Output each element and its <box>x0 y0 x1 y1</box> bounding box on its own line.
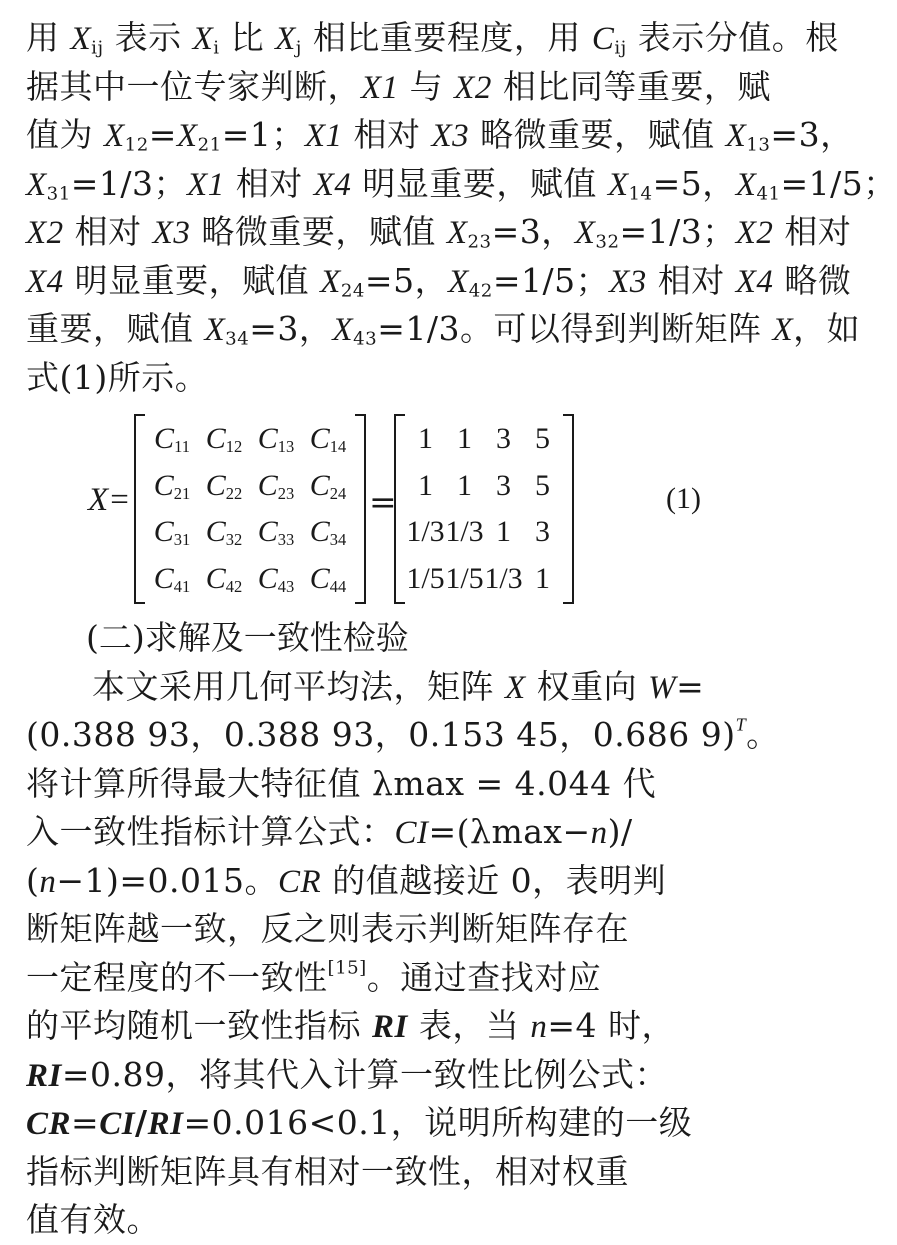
matrix-value: 1/3 <box>484 561 523 595</box>
left-bracket <box>134 414 145 604</box>
matrix-value: 1/3 <box>406 515 445 549</box>
text-line: X4 明显重要，赋值 $X_{24}=5$，$X_{42}=1/5$；X3 相对 X4 略微 <box>26 260 852 302</box>
matrix-cell: $C_{32}$ <box>205 515 243 550</box>
right-bracket <box>355 414 366 604</box>
matrix-cell: $C_{11}$ <box>154 422 190 457</box>
matrix-cell: $C_{44}$ <box>309 561 347 596</box>
matrix-cell: $C_{31}$ <box>153 515 191 550</box>
matrix-symbolic <box>134 414 366 604</box>
matrix-value: 1 <box>418 468 433 502</box>
matrix-value: 3 <box>496 468 511 502</box>
text-line: 式(1)所示。 <box>26 357 209 397</box>
text-line: 入一致性指标计算公式：CI=(λmax−n)/ <box>26 812 633 851</box>
matrix-cell: $C_{34}$ <box>309 515 347 550</box>
text-line: 将计算所得最大特征值 λmax = 4.044 代 <box>26 763 657 803</box>
text-line: 用 $X_{ij}$ 表示 $X_i$ 比 $X_j$ 相比重要程度，用 $C_{ij}$ 表示分值。根 <box>26 18 839 59</box>
matrix-cell: $C_{43}$ <box>257 561 295 596</box>
matrix-value: 1 <box>418 422 433 456</box>
text-line: 一定程度的不一致性[15]。通过查找对应 <box>26 957 602 997</box>
paragraph-pairwise-comparison <box>26 14 897 402</box>
matrix-cell: $C_{23}$ <box>257 468 295 503</box>
matrix-cell: $C_{13}$ <box>257 422 295 457</box>
text-line: (0.388 93，0.388 93，0.153 45，0.686 9)$^T$。 <box>26 714 780 754</box>
matrix-value: 1/5 <box>445 561 484 595</box>
text-line: 据其中一位专家判断，X1 与 X2 相比同等重要，赋 <box>26 66 771 106</box>
left-bracket <box>394 414 405 604</box>
matrix-cell: $C_{22}$ <box>205 468 243 503</box>
matrix-value: 1/5 <box>406 561 445 595</box>
right-bracket <box>563 414 574 604</box>
text-line: 的平均随机一致性指标 RI 表，当 n=4 时， <box>26 1006 675 1045</box>
equation-judgment-matrix <box>26 404 738 614</box>
matrix-values <box>394 414 574 604</box>
matrix-value: 1 <box>457 468 472 502</box>
document-page <box>26 14 897 1245</box>
citation-ref: [15] <box>327 957 367 979</box>
equation-lhs: X= <box>88 482 131 518</box>
text-line: 本文采用几何平均法，矩阵 X 权重向 W= <box>92 666 705 706</box>
matrix-value: 1/3 <box>445 515 484 549</box>
matrix-cell: $C_{12}$ <box>205 422 243 457</box>
text-line: 值为 $X_{12}=X_{21}=1$；X1 相对 X3 略微重要，赋值 $X_{13}=3$， <box>26 115 854 156</box>
matrix-value: 5 <box>535 468 550 502</box>
matrix-cell: $C_{14}$ <box>309 422 347 457</box>
paragraph-solution <box>26 663 780 1245</box>
text-line: (n−1)=0.015。CR 的值越接近 0，表明判 <box>26 860 667 900</box>
matrix-cell: $C_{21}$ <box>153 468 191 503</box>
matrix-value: 1 <box>457 422 472 456</box>
matrix-value: 3 <box>496 422 511 456</box>
matrix-value: 3 <box>535 515 550 549</box>
text-line: 断矩阵越一致，反之则表示判断矩阵存在 <box>26 909 629 948</box>
text-line: CR=CI/RI=0.016<0.1，说明所构建的一级 <box>26 1103 693 1142</box>
matrix-value: 1 <box>496 515 511 549</box>
text-line: 重要，赋值 $X_{34}=3$，$X_{43}=1/3$。可以得到判断矩阵 X，如 <box>26 309 861 350</box>
matrix-value: 5 <box>535 422 550 456</box>
matrix-cell: $C_{41}$ <box>153 561 191 596</box>
matrix-cell: $C_{42}$ <box>205 561 243 596</box>
section-heading: (二)求解及一致性检验 <box>86 618 409 657</box>
text-line: X2 相对 X3 略微重要，赋值 $X_{23}=3$，$X_{32}=1/3$；X2 相对 <box>26 212 852 253</box>
matrix-cell: $C_{24}$ <box>309 468 347 503</box>
matrix-cell: $C_{33}$ <box>257 515 295 550</box>
matrix-value: 1 <box>535 561 550 595</box>
text-line: 指标判断矩阵具有相对一致性，相对权重 <box>26 1151 629 1191</box>
text-line: $X_{31}=1/3$；X1 相对 X4 明显重要，赋值 $X_{14}=5$，$X_{41}=1/5$； <box>26 163 897 205</box>
text-line: 值有效。 <box>26 1200 160 1239</box>
text-line: RI=0.89，将其代入计算一致性比例公式： <box>26 1054 668 1094</box>
equals-sign: = <box>369 482 397 521</box>
equation-number: (1) <box>666 482 701 515</box>
